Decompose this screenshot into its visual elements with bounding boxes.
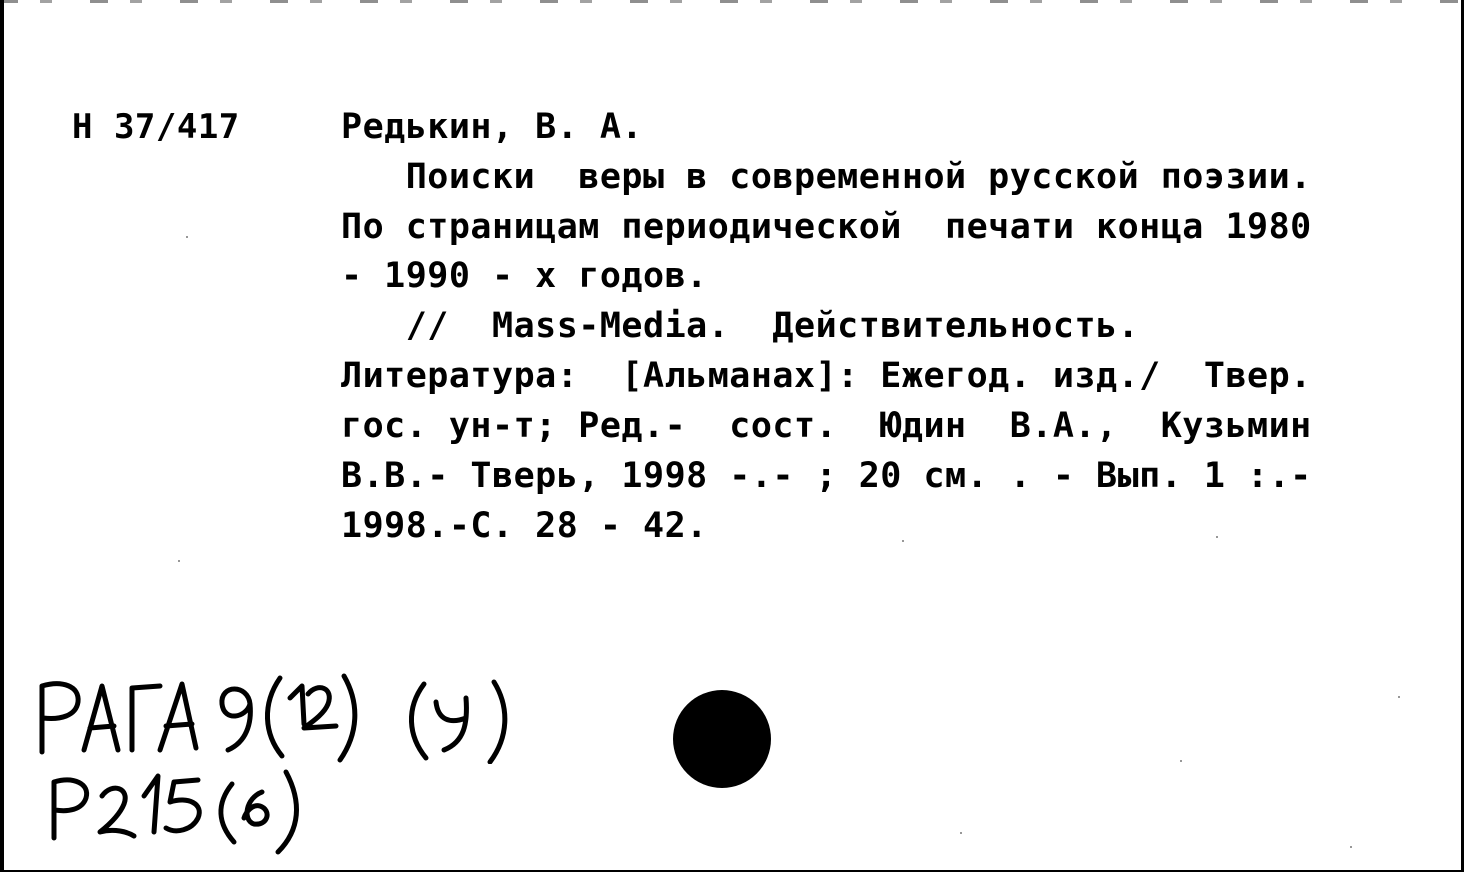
handwritten-shelfmark-1 xyxy=(32,664,532,764)
call-number: Н 37/417 xyxy=(72,107,240,147)
entry-line-source-2: Литература: [Альманах]: Ежегод. изд./ Твер. xyxy=(341,356,1312,396)
entry-line-title: Поиски веры в современной русской поэзии. xyxy=(341,157,1312,197)
scan-speck xyxy=(902,540,904,542)
entry-line-source: // Mass-Media. Действительность. xyxy=(341,306,1140,346)
scan-speck xyxy=(960,832,962,834)
entry-line-author: Редькин, В. А. xyxy=(341,107,644,147)
entry-line-pages: 1998.-С. 28 - 42. xyxy=(341,506,708,546)
card-top-edge xyxy=(0,0,1464,3)
scan-speck xyxy=(1398,696,1400,698)
scan-speck xyxy=(1350,846,1352,848)
entry-line-source-3: гос. ун-т; Ред.- сост. Юдин В.А., Кузьмин xyxy=(341,406,1312,446)
entry-line-subtitle: По страницам периодической печати конца 1980 xyxy=(341,207,1312,247)
scan-speck xyxy=(1216,536,1218,538)
card-left-border xyxy=(0,0,4,872)
scan-speck xyxy=(186,236,188,238)
scan-speck xyxy=(178,560,180,562)
punch-hole xyxy=(673,690,771,788)
handwritten-shelfmark-2 xyxy=(40,762,320,858)
entry-line-subtitle-end: - 1990 - х годов. xyxy=(341,256,708,296)
scan-speck xyxy=(1180,760,1182,762)
entry-line-source-4: В.В.- Тверь, 1998 -.- ; 20 см. . - Вып. 1 :.- xyxy=(341,456,1312,496)
